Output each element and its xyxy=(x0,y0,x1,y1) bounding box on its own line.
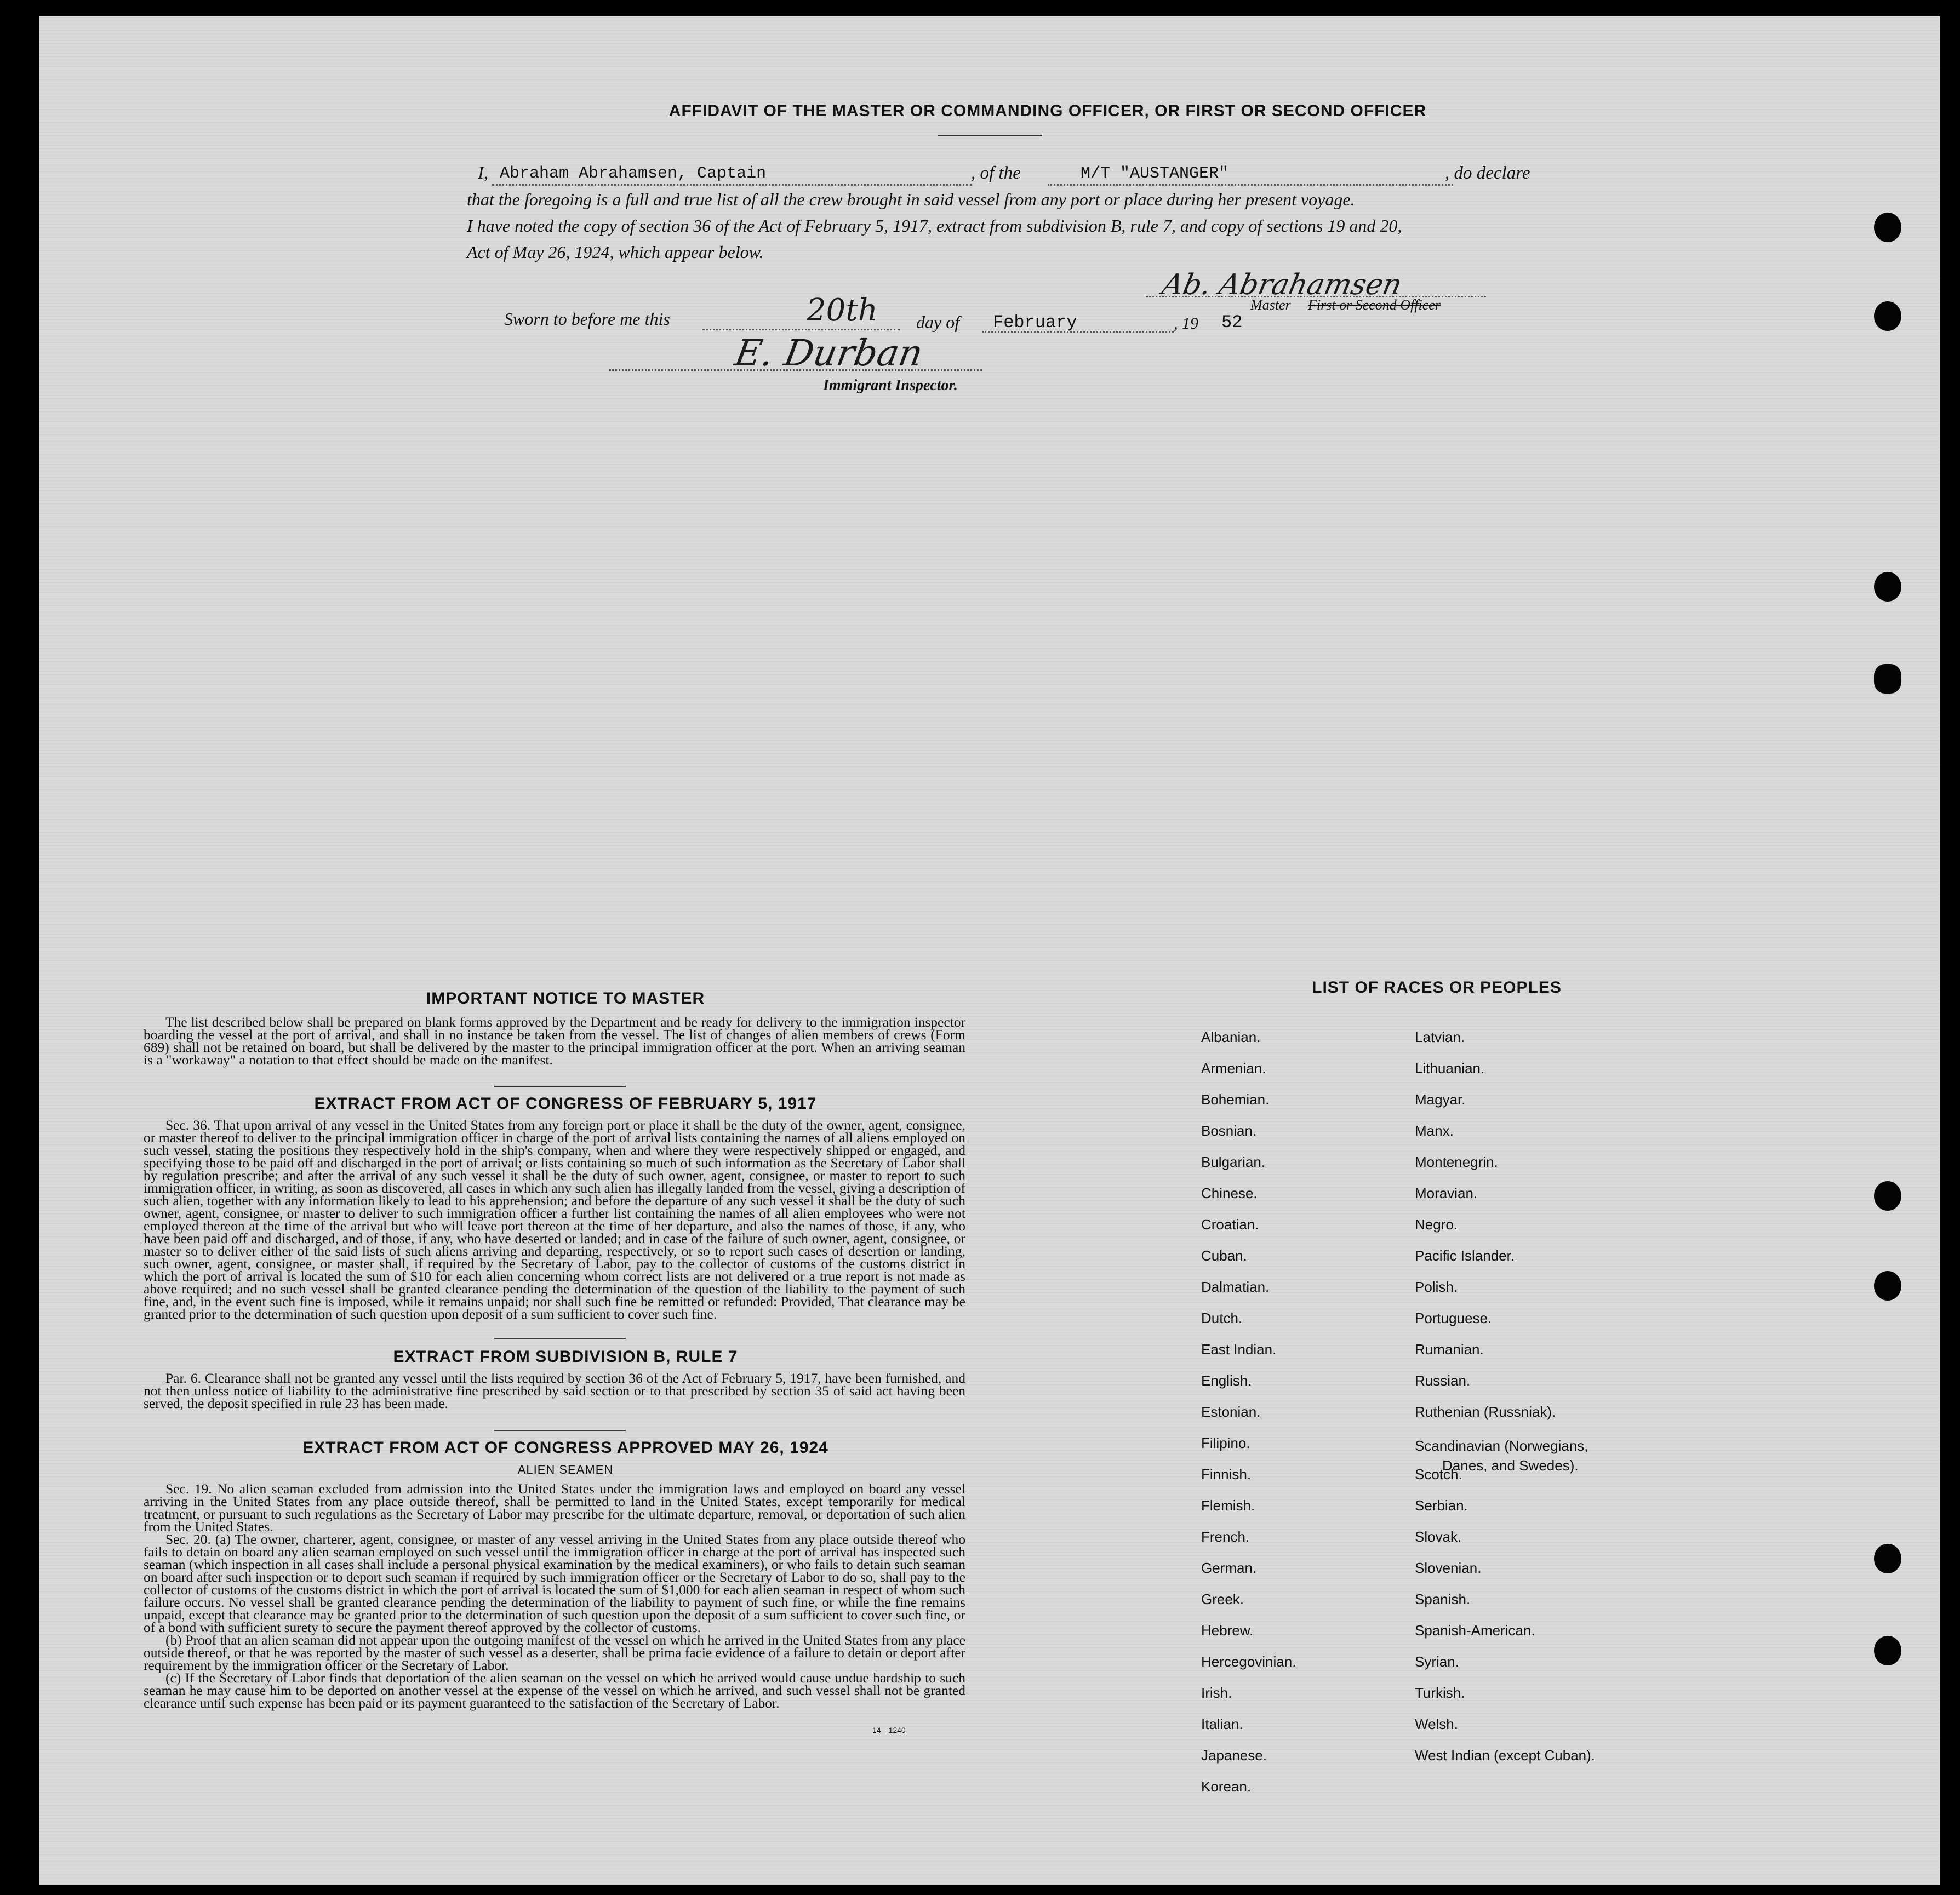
race-item: Cuban. xyxy=(1201,1247,1247,1264)
race-item: Croatian. xyxy=(1201,1216,1259,1233)
race-item: Dalmatian. xyxy=(1201,1279,1270,1295)
affidavit-line-2: that the foregoing is a full and true list of all the crew brought in said vessel from any port or place during her present voyage. xyxy=(467,190,1355,209)
struck-officer-label: First or Second Officer xyxy=(1308,297,1441,313)
race-item: Bohemian. xyxy=(1201,1091,1270,1108)
race-item: French. xyxy=(1201,1528,1250,1545)
rule7-title: EXTRACT FROM SUBDIVISION B, RULE 7 xyxy=(393,1348,738,1366)
day-of-label: day of xyxy=(916,312,960,332)
rule7-divider xyxy=(494,1430,626,1431)
race-item: English. xyxy=(1201,1372,1252,1389)
affidavit-i: I, xyxy=(478,163,489,183)
affidavit-title: AFFIDAVIT OF THE MASTER OR COMMANDING OFFICER, OR FIRST OR SECOND OFFICER xyxy=(668,102,1427,120)
punch-hole xyxy=(1874,1636,1901,1665)
month-value: February xyxy=(993,312,1077,333)
race-item: Montenegrin. xyxy=(1415,1154,1498,1170)
sec19-text: Sec. 19. No alien seaman excluded from admission into the United States under the immigration laws and employed on board any vessel arriving in the United States from any place outside thereof, shall be permitted to land in the United States, except temporarily for medical treatment, or pursuant to such regulations as the Secretary of Labor may prescribe for the ultimate departure, removal, or deportation of such alien from the United States. xyxy=(144,1481,965,1535)
sec36-text: Sec. 36. That upon arrival of any vessel in the United States from any foreign port or place it shall be the duty of the owner, agent, consignee, or master thereof to deliver to the principal immigration officer in charge of the port of arrival lists containing the names of all aliens employed on such vessel, stating the positions they respectively hold in the ship's company, when and where they were respectively shipped or engaged, and specifying those to be paid off and discharged in the port of arrival; or lists containing so much of such information as the Secretary of Labor shall by regulation prescribe; and after the arrival of any such vessel it shall be the duty of such owner, agent, consignee, or master to report to such immigration officer, in writing, as soon as discovered, all cases in which any such alien has illegally landed from the vessel, giving a description of such alien, together with any information likely to lead to his apprehension; and before the departure of any such vessel it shall be the duty of such owner, agent, consignee, or master to deliver to such immigration officer a further list containing the names of all alien employees who were not employed thereon at the time of the arrival but who will leave port thereon at the time of her departure, and also the names of those, if any, who have been paid off and discharged, and of those, if any, who have deserted or landed; and in case of the failure of such owner, agent, consignee, or master so to deliver either of the said lists of such aliens arriving and departing, respectively, or so to report such cases of desertion or landing, such owner, agent, consignee, or master shall, if required by the Secretary of Labor, pay to the collector of customs of the customs district in which the port of arrival is located the sum of $10 for each alien concerning whom correct lists are not delivered or a true report is not made as above required; and no such vessel shall be granted clearance pending the determination of the question of the liability to the payment of such fine, and, in the event such fine is imposed, while it remains unpaid; nor shall such fine be remitted or refunded: Provided, That clearance may be granted prior to the determination of such question upon deposit of a sum sufficient to cover such fine. xyxy=(144,1117,965,1322)
race-item: Greek. xyxy=(1201,1591,1244,1607)
sec20a-text: Sec. 20. (a) The owner, charterer, agent, consignee, or master of any vessel arriving in the United States from any place outside thereof who fails to detain on board any alien seaman employed on such vessel until the immigration officer in charge at the port of arrival has inspected such seaman (which inspection in all cases shall include a personal physical examination by the medical examiners), or who fails to detain such seaman on board after such inspection or to deport such seaman if required by such immigration officer or the Secretary of Labor to do so, shall pay to the collector of customs of the customs district in which the port of arrival is located the sum of $1,000 for each alien seaman in respect of whom such failure occurs. No vessel shall be granted clearance pending the determination of the liability to payment of such fine, or while the fine remains unpaid, except that clearance may be granted prior to the determination of such question upon the deposit of a sum sufficient to cover such fine, or of a bond with sufficient surety to secure the payment thereof approved by the collector of customs. xyxy=(144,1531,965,1635)
race-item: German. xyxy=(1201,1560,1257,1576)
inspector-label: Immigrant Inspector. xyxy=(823,377,958,394)
punch-hole xyxy=(1874,664,1901,694)
of-the-label: , of the xyxy=(971,163,1021,183)
affidavit-line-4: Act of May 26, 1924, which appear below. xyxy=(467,242,764,262)
day-value: 20th xyxy=(807,293,878,328)
master-signature: Ab. Abrahamsen xyxy=(1159,268,1405,301)
race-item: Rumanian. xyxy=(1415,1341,1484,1358)
race-item: Latvian. xyxy=(1415,1029,1465,1045)
rule7-body xyxy=(144,1372,965,1410)
race-item: Pacific Islander. xyxy=(1415,1247,1515,1264)
year-prefix: , 19 xyxy=(1174,314,1198,333)
race-item: Danes, and Swedes). xyxy=(1442,1457,1579,1474)
extract-1924-title: EXTRACT FROM ACT OF CONGRESS APPROVED MAY 26, 1924 xyxy=(302,1439,828,1457)
race-item: Bulgarian. xyxy=(1201,1154,1266,1170)
race-item: Spanish-American. xyxy=(1415,1622,1535,1639)
race-item: Estonian. xyxy=(1201,1404,1261,1420)
race-item: Italian. xyxy=(1201,1716,1243,1732)
race-item: Hebrew. xyxy=(1201,1622,1254,1639)
vessel-line xyxy=(1048,184,1453,186)
inspector-signature-line xyxy=(609,369,982,371)
race-item: West Indian (except Cuban). xyxy=(1415,1747,1596,1764)
race-item: Lithuanian. xyxy=(1415,1060,1485,1077)
race-item: Japanese. xyxy=(1201,1747,1267,1764)
title-divider xyxy=(938,135,1042,136)
race-item: East Indian. xyxy=(1201,1341,1277,1358)
race-item: Irish. xyxy=(1201,1685,1232,1701)
race-item: Dutch. xyxy=(1201,1310,1243,1326)
race-item: Moravian. xyxy=(1415,1185,1478,1201)
race-item: Hercegovinian. xyxy=(1201,1653,1296,1670)
race-item: Scotch. xyxy=(1415,1466,1462,1482)
sec20c-text: (c) If the Secretary of Labor finds that deportation of the alien seaman on the vessel on which he arrived would cause undue hardship to such seaman he may cause him to be deported on another vessel at the expense of the vessel on which he arrived, and such vessel shall not be granted clearance until such expense has been paid or its payment guaranteed to the satisfaction of the Secretary of Labor. xyxy=(144,1670,965,1711)
alien-seamen-subtitle: ALIEN SEAMEN xyxy=(517,1463,614,1476)
race-item: Slovak. xyxy=(1415,1528,1462,1545)
race-item: Ruthenian (Russniak). xyxy=(1415,1404,1556,1420)
notice-body xyxy=(144,1016,965,1066)
race-item: Slovenian. xyxy=(1415,1560,1482,1576)
notice-text: The list described below shall be prepared on blank forms approved by the Department and be ready for delivery to the immigration inspector boarding the vessel at the port of arrival, and shall in no instance be taken from the vessel. The list of changes of alien members of crews (Form 689) shall not be retained on board, but shall be delivered by the master to the principal immigration officer at the port. When an arriving seaman is a "workaway" a notation to that effect should be made on the manifest. xyxy=(144,1014,965,1068)
race-item: Flemish. xyxy=(1201,1497,1255,1514)
day-line xyxy=(702,329,900,330)
race-item: Magyar. xyxy=(1415,1091,1466,1108)
race-item: Turkish. xyxy=(1415,1685,1465,1701)
notice-title: IMPORTANT NOTICE TO MASTER xyxy=(426,989,705,1007)
race-item: Finnish. xyxy=(1201,1466,1252,1482)
race-item: Serbian. xyxy=(1415,1497,1468,1514)
race-item: Welsh. xyxy=(1415,1716,1458,1732)
punch-hole xyxy=(1874,1271,1901,1301)
punch-hole xyxy=(1874,1181,1901,1211)
month-line xyxy=(982,331,1174,333)
do-declare-label: , do declare xyxy=(1445,163,1530,183)
extract-1917-body xyxy=(144,1119,965,1320)
race-item: Filipino. xyxy=(1201,1435,1250,1451)
year-value: 52 xyxy=(1221,312,1243,333)
sec20b-text: (b) Proof that an alien seaman did not appear upon the outgoing manifest of the vessel on which he arrived in the United States from any place outside thereof, or that he was reported by the master of such vessel as a deserter, shall be prima facie evidence of a failure to detain or deport after requirement by the immigration officer or the Secretary of Labor. xyxy=(144,1632,965,1673)
affidavit-line-3: I have noted the copy of section 36 of the Act of February 5, 1917, extract from subdivision B, rule 7, and copy of sections 19 and 20, xyxy=(467,216,1402,236)
notice-divider xyxy=(494,1086,626,1087)
race-item: Syrian. xyxy=(1415,1653,1459,1670)
race-item: Spanish. xyxy=(1415,1591,1471,1607)
extract-1924-body xyxy=(144,1482,965,1709)
extract-1917-divider xyxy=(494,1338,626,1339)
sworn-label: Sworn to before me this xyxy=(504,309,670,329)
race-item: Scandinavian (Norwegians, xyxy=(1415,1438,1588,1454)
master-label: Master xyxy=(1250,297,1291,313)
race-item: Russian. xyxy=(1415,1372,1471,1389)
race-item: Albanian. xyxy=(1201,1029,1261,1045)
race-item: Manx. xyxy=(1415,1123,1454,1139)
par6-text: Par. 6. Clearance shall not be granted any vessel until the lists required by section 36 of the Act of February 5, 1917, have been furnished, and not then unless notice of liability to the administrative fine prescribed by said section or to that prescribed by section 35 of said act having been served, the deposit specified in rule 23 has been made. xyxy=(144,1370,965,1411)
punch-hole xyxy=(1874,213,1901,242)
captain-name: Abraham Abrahamsen, Captain xyxy=(500,164,767,183)
race-item: Korean. xyxy=(1201,1778,1252,1795)
race-item: Bosnian. xyxy=(1201,1123,1257,1139)
punch-hole xyxy=(1874,301,1901,331)
punch-hole xyxy=(1874,1544,1901,1573)
race-item: Portuguese. xyxy=(1415,1310,1492,1326)
extract-1917-title: EXTRACT FROM ACT OF CONGRESS OF FEBRUARY 5, 1917 xyxy=(314,1095,817,1113)
vessel-name: M/T "AUSTANGER" xyxy=(1081,164,1229,183)
race-item: Armenian. xyxy=(1201,1060,1266,1077)
race-item: Polish. xyxy=(1415,1279,1458,1295)
inspector-signature: E. Durban xyxy=(732,332,927,374)
form-number: 14—1240 xyxy=(872,1726,906,1734)
name-line xyxy=(492,184,972,186)
races-title: LIST OF RACES OR PEOPLES xyxy=(1312,978,1562,997)
race-item: Negro. xyxy=(1415,1216,1458,1233)
document-page xyxy=(39,16,1940,1885)
race-item: Chinese. xyxy=(1201,1185,1258,1201)
punch-hole xyxy=(1874,572,1901,602)
